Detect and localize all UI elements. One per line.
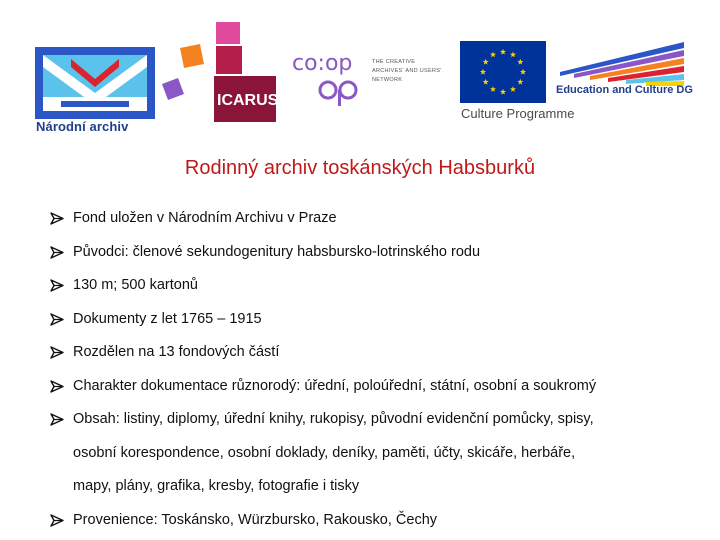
bullet-text: Fond uložen v Národním Archivu v Praze	[73, 210, 337, 226]
coop-mark: co:op	[292, 51, 353, 76]
eu-flag-logo	[460, 41, 546, 103]
education-culture-dg-logo	[556, 40, 688, 88]
coop-tagline	[372, 58, 442, 85]
education-culture-label: Education and Culture DG	[556, 84, 693, 96]
arrow-bullet-icon	[50, 380, 64, 393]
culture-programme-label: Culture Programme	[461, 106, 575, 121]
bullet-continuation: osobní korespondence, osobní doklady, deníky, paměti, účty, skicáře, herbáře,	[73, 444, 576, 461]
bullet-continuation: mapy, plány, grafika, kresby, fotografie i tisky	[73, 478, 360, 494]
bullet-item	[50, 403, 710, 504]
bullet-text: Obsah: listiny, diplomy, úřední knihy, rukopisy, původní evidenční pomůcky, spisy,	[73, 411, 594, 427]
icarus-label: ICARUS	[217, 92, 279, 109]
bullet-text: Dokumenty z let 1765 – 1915	[73, 310, 262, 327]
narodni-archiv-label: Národní archiv	[36, 119, 129, 134]
bullet-text: Provenience: Toskánsko, Würzbursko, Rakousko, Čechy	[73, 511, 438, 528]
bullet-item	[50, 202, 710, 236]
coop-tagline-1: THE CREATIVE	[372, 59, 416, 65]
bullet-text: Původci: členové sekundogenitury habsbursko-lotrinského rodu	[73, 243, 481, 260]
bullet-item	[50, 336, 710, 370]
arrow-bullet-icon	[50, 413, 64, 426]
bullet-text: 130 m; 500 kartonů	[73, 277, 198, 293]
coop-tagline-3: NETWORK	[372, 77, 403, 83]
arrow-bullet-icon	[50, 246, 64, 259]
arrow-bullet-icon	[50, 313, 64, 326]
arrow-bullet-icon	[50, 514, 64, 527]
arrow-bullet-icon	[50, 346, 64, 359]
bullet-list	[50, 202, 710, 537]
bullet-item	[50, 370, 710, 404]
bullet-item	[50, 269, 710, 303]
slide-title: Rodinný archiv toskánských Habsburků	[184, 157, 536, 179]
arrow-bullet-icon	[50, 212, 64, 225]
bullet-item	[50, 236, 710, 270]
bullet-item	[50, 504, 710, 538]
bullet-text: Rozdělen na 13 fondových částí	[73, 344, 280, 360]
bullet-item	[50, 303, 710, 337]
coop-tagline-2: ARCHIVES' AND USERS'	[372, 68, 442, 74]
logo-strip	[0, 0, 720, 150]
bullet-text: Charakter dokumentace různorodý: úřední, poloúřední, státní, osobní a soukromý	[73, 377, 597, 394]
arrow-bullet-icon	[50, 279, 64, 292]
